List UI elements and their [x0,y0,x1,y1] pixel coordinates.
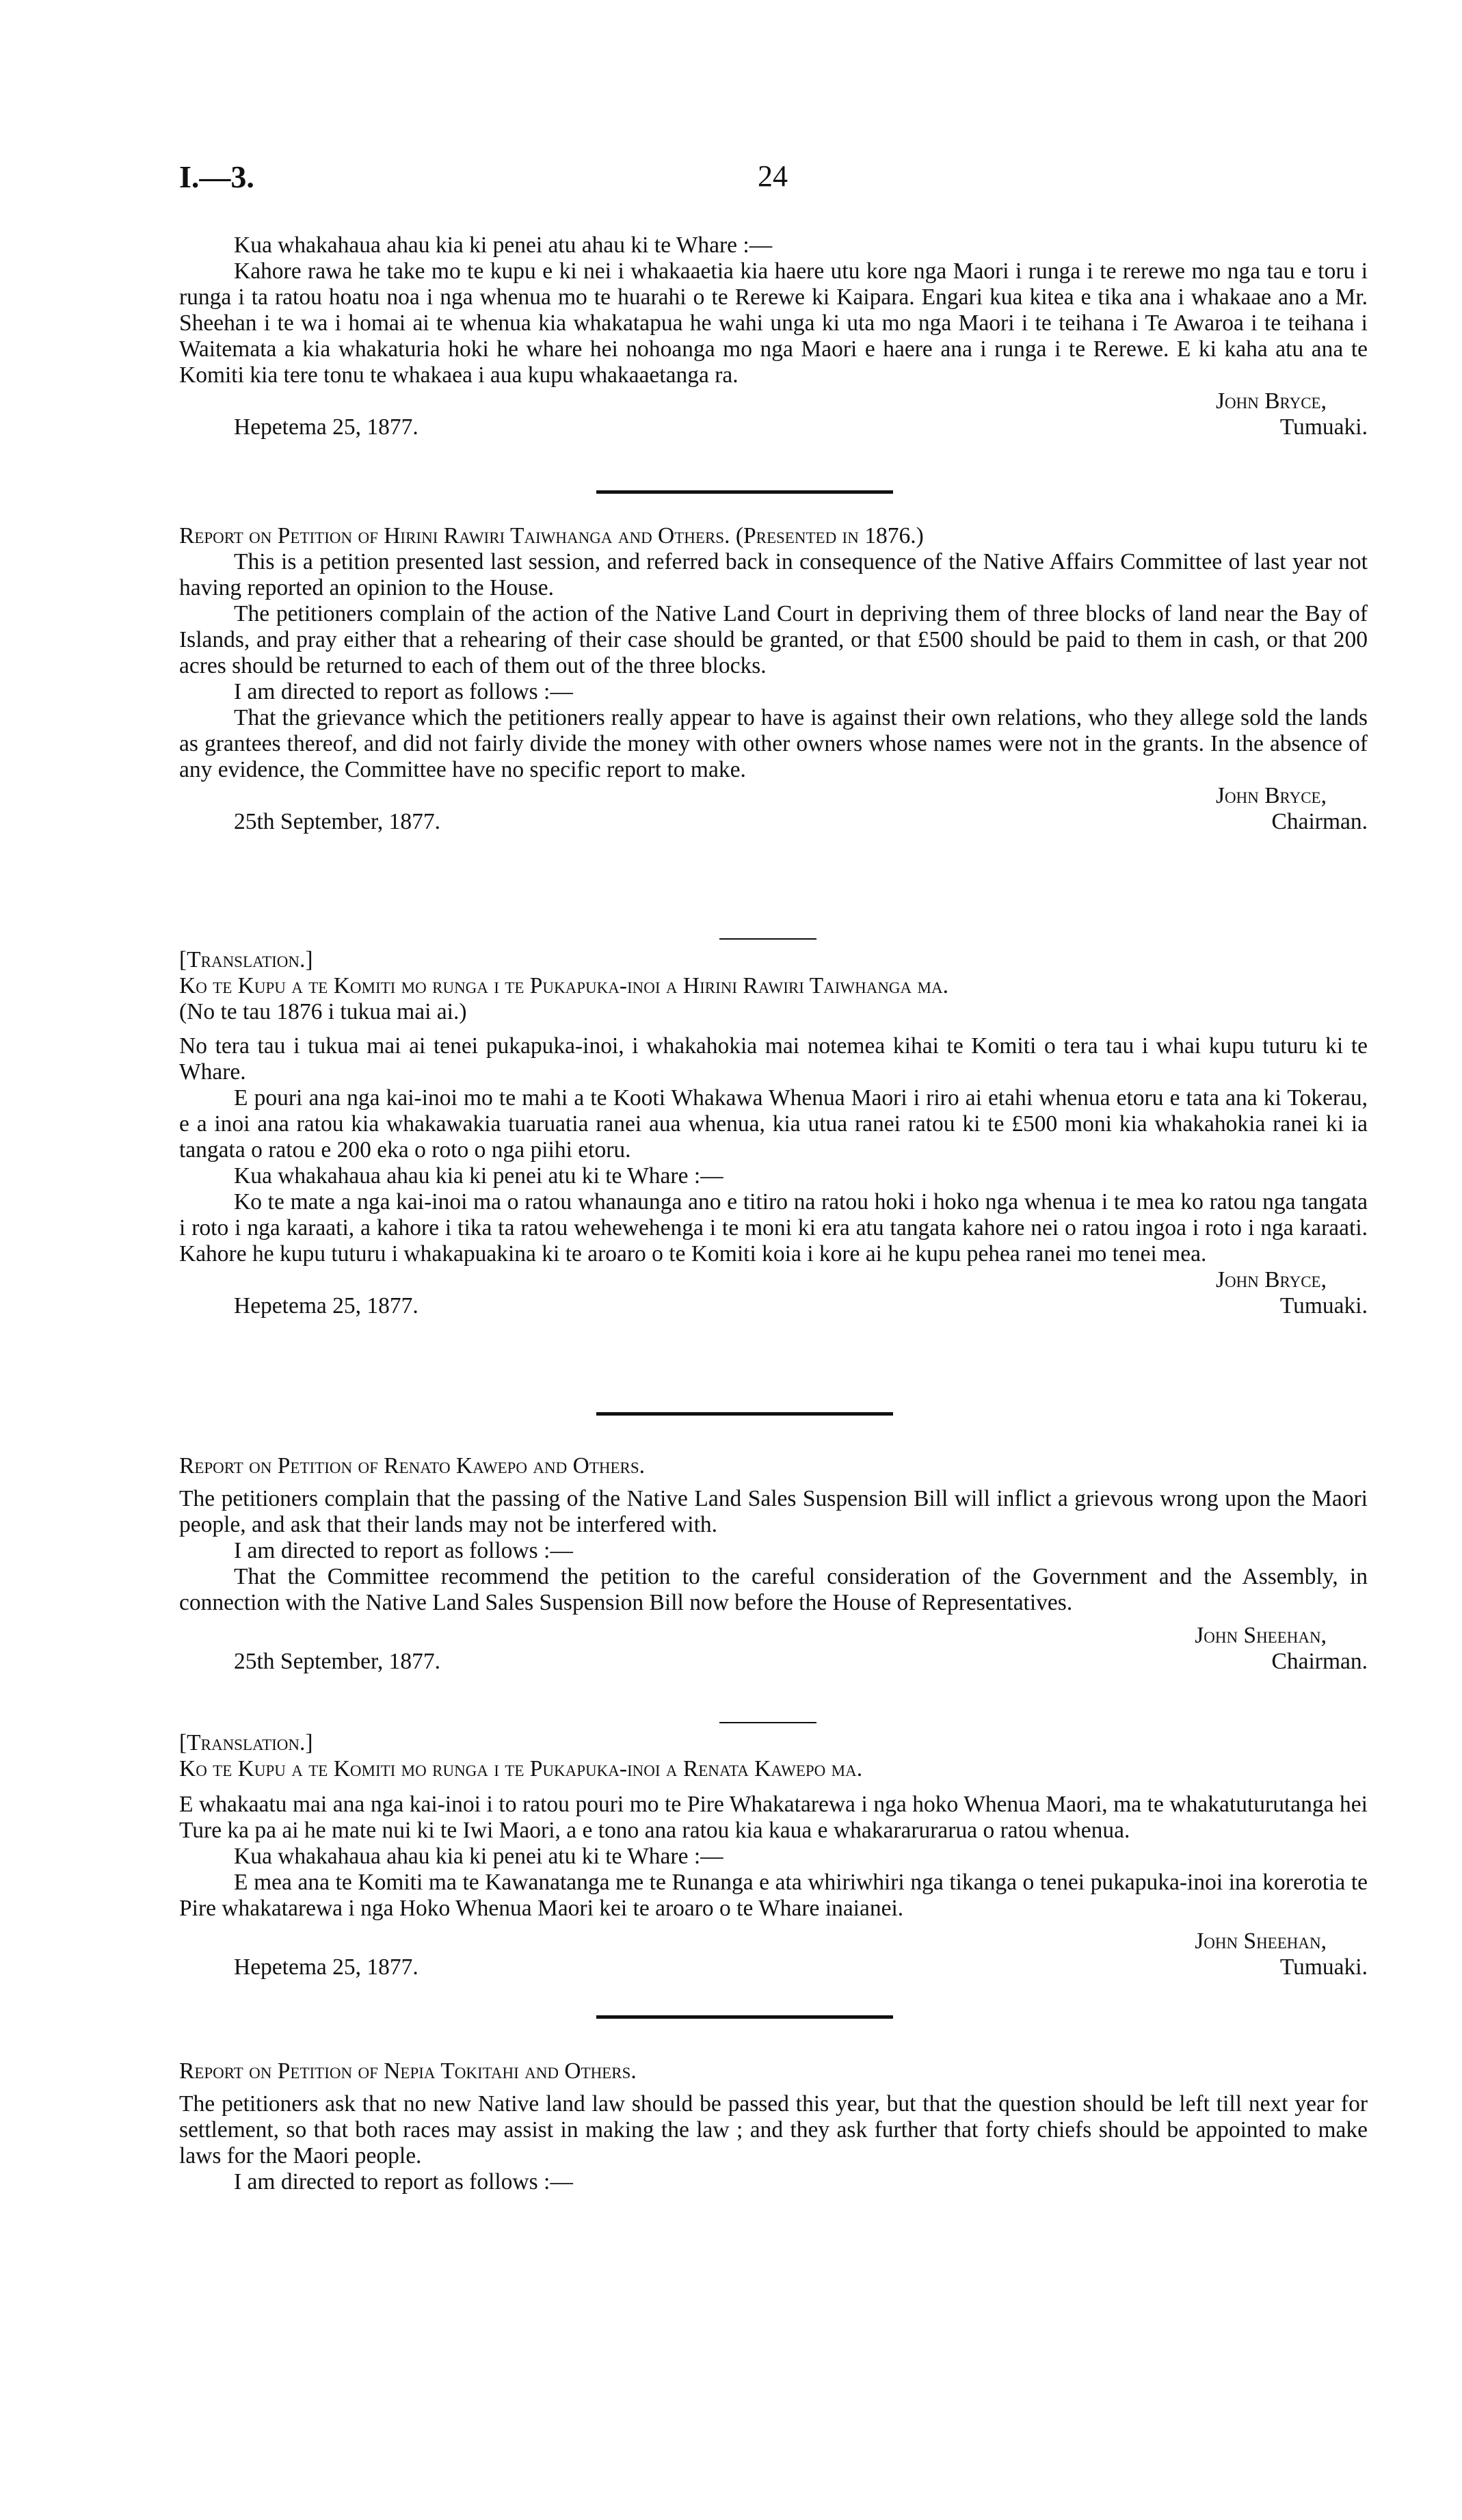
signatory-role: Tumuaki. [1279,1293,1368,1318]
translation2-para3: E mea ana te Komiti ma te Kawanatanga me te Runanga e ata whiriwhiri nga tikanga o tenei pukapuka-inoi ina korerotia te Pire whakatarewa i nga Hoko Whenua Maori kei te aroaro o te Whare inaianei. [179,1870,1368,1921]
signature-date: 25th September, 1877. [234,809,440,834]
report-nepia-tokitahi [179,2058,1368,2195]
report1-para2: The petitioners complain of the action of the Native Land Court in depriving them of three blocks of land near the Bay of Islands, and pray either that a rehearing of their case should be granted, or that £500 should be paid to them in cash, or that 200 acres should be returned to each of them out of the three blocks. [179,601,1368,678]
report3-heading: Report on Petition of Nepia Tokitahi and Others. [179,2058,637,2084]
signature-date: 25th September, 1877. [234,1649,440,1674]
report2-signature-line [179,1623,1368,1649]
report2-heading: Report on Petition of Renato Kawepo and Others. [179,1453,646,1478]
report3-para1: The petitioners ask that no new Native land law should be passed this year, but that the question should be left till next year for settlement, so that both races may assist in making the law ; and they ask further that forty chiefs should be appointed to make laws for the Maori people. [179,2091,1368,2168]
translation-divider [719,938,816,940]
report1-para3: I am directed to report as follows :— [234,679,573,704]
report2-para3: That the Committee recommend the petition to the careful consideration of the Government and the Assembly, in connection with the Native Land Sales Suspension Bill now before the House of Representatives. [179,1564,1368,1615]
report3-para2: I am directed to report as follows :— [234,2169,573,2194]
translation1-para3: Kua whakahaua ahau kia ki penei atu ki te Whare :— [234,1163,723,1189]
translation1-label: [Translation.] [179,947,313,972]
report2-para1: The petitioners complain that the passing of the Native Land Sales Suspension Bill will inflict a grievous wrong upon the Maori people, and ask that their lands may not be interfered with. [179,1486,1368,1537]
translation1-signature-line [179,1267,1368,1293]
translation1-para2: E pouri ana nga kai-inoi mo te mahi a te Kooti Whakawa Whenua Maori i riro ai etahi whenua etoru e tata ana ki Tokerau, e a inoi ana ratou kia whakawakia tuaruatia ranei aua whenua, kia utua ranei ratou ki te £500 moni kia whakahokia ranei ki ia tangata o ratou e 200 eka o roto o nga piihi etoru. [179,1085,1368,1163]
report1-para1: This is a petition presented last session, and referred back in consequence of the Native Affairs Committee of last year not having reported an opinion to the House. [179,549,1368,600]
signatory-role: Tumuaki. [1279,414,1368,440]
section-divider [596,490,893,494]
signatory-name: John Bryce, [1215,1267,1327,1292]
translation-divider [719,1722,816,1723]
translation2-signature-line [179,1928,1368,1954]
signatory-name: John Sheehan, [1195,1928,1327,1954]
report1-signature-line [179,783,1368,809]
signatory-name: John Bryce, [1215,388,1327,414]
signatory-name: John Bryce, [1215,783,1327,808]
translation1-heading: Ko te Kupu a te Komiti mo runga i te Pukapuka-inoi a Hirini Rawiri Taiwhanga ma. [179,973,948,998]
section-divider [596,1412,893,1416]
translation2-heading: Ko te Kupu a te Komiti mo runga i te Pukapuka-inoi a Renata Kawepo ma. [179,1756,863,1781]
report2-para2: I am directed to report as follows :— [234,1538,573,1563]
translation2-para1: E whakaatu mai ana nga kai-inoi i to ratou pouri mo te Pire Whakatarewa i nga hoko Whenua Maori, ma te whakatuturutanga hei Ture ka pa ai he mate nui ki te Iwi Maori, a e tono ana ratou kia kaua e whakararurarua o ratou whenua. [179,1792,1368,1843]
signature-date: Hepetema 25, 1877. [234,1954,418,1980]
translation-hirini-rawiri-taiwhanga [179,947,1368,1319]
translation2-para2: Kua whakahaua ahau kia ki penei atu ki te Whare :— [234,1844,723,1869]
block-kaipara-railway [179,233,1368,440]
block1-date-line [179,414,1368,440]
translation2-date-line [179,1954,1368,1980]
translation-renata-kawepo [179,1730,1368,1980]
translation1-date-line [179,1293,1368,1319]
report1-para4: That the grievance which the petitioners really appear to have is against their own relations, who they allege sold the lands as grantees thereof, and did not fairly divide the money with other owners whose names were not in the grants. In the absence of any evidence, the Committee have no specific report to make. [179,705,1368,782]
report-renato-kawepo [179,1453,1368,1675]
section-reference: I.—3. [179,159,254,194]
signatory-role: Chairman. [1271,809,1368,834]
report1-heading: Report on Petition of Hirini Rawiri Taiwhanga and Others. (Presented in 1876.) [179,523,924,548]
signatory-role: Chairman. [1271,1649,1368,1674]
report-hirini-rawiri-taiwhanga [179,523,1368,835]
signatory-role: Tumuaki. [1279,1954,1368,1980]
report1-date-line [179,809,1368,835]
translation1-para4: Ko te mate a nga kai-inoi ma o ratou whanaunga ano e titiro na ratou hoki i hoko nga whenua i te mea ko ratou nga tangata i roto i nga karaati, a kahore i tika ta ratou wehewehenga i te moni ki era atu tangata kahore nei o ratou ingoa i roto i nga karaati. Kahore he kupu tuturu i whakapuakina ki te aroaro o te Komiti koia i kore ai he kupu pehea ranei mo tenei mea. [179,1189,1368,1266]
signature-date: Hepetema 25, 1877. [234,414,418,440]
translation1-para1: No tera tau i tukua mai ai tenei pukapuka-inoi, i whakahokia mai notemea kihai te Komiti o tera tau i whai kupu tuturu ki te Whare. [179,1033,1368,1085]
block1-body: Kahore rawa he take mo te kupu e ki nei i whakaaetia kia haere utu kore nga Maori i runga i te rerewe mo nga tau e toru i runga i ta ratou hoatu noa i nga whenua mo te huarahi o te Rerewe ki Kaipara. Engari kua kitea e tika ana i whakaae ano a Mr. Sheehan i te wa i homai ai te whenua kia whakatapua he wahi unga ki uta mo nga Maori i te teihana i Te Awaroa i te teihana i Waitemata a kia whakaturia hoki he whare hei nohoanga mo nga Maori e haere ana i runga i te Rerewe. E ki kaha atu ana te Komiti kia tere tonu te whakaea i aua kupu whakaaetanga ra. [179,258,1368,388]
signature-date: Hepetema 25, 1877. [234,1293,418,1318]
translation1-subheading: (No te tau 1876 i tukua mai ai.) [179,999,467,1024]
block1-intro: Kua whakahaua ahau kia ki penei atu ahau ki te Whare :— [234,233,773,258]
translation2-label: [Translation.] [179,1730,313,1755]
signatory-name: John Sheehan, [1195,1623,1327,1648]
page-number: 24 [758,159,788,193]
report2-date-line [179,1649,1368,1675]
block1-signature-line [179,388,1368,414]
section-divider [596,2015,893,2019]
